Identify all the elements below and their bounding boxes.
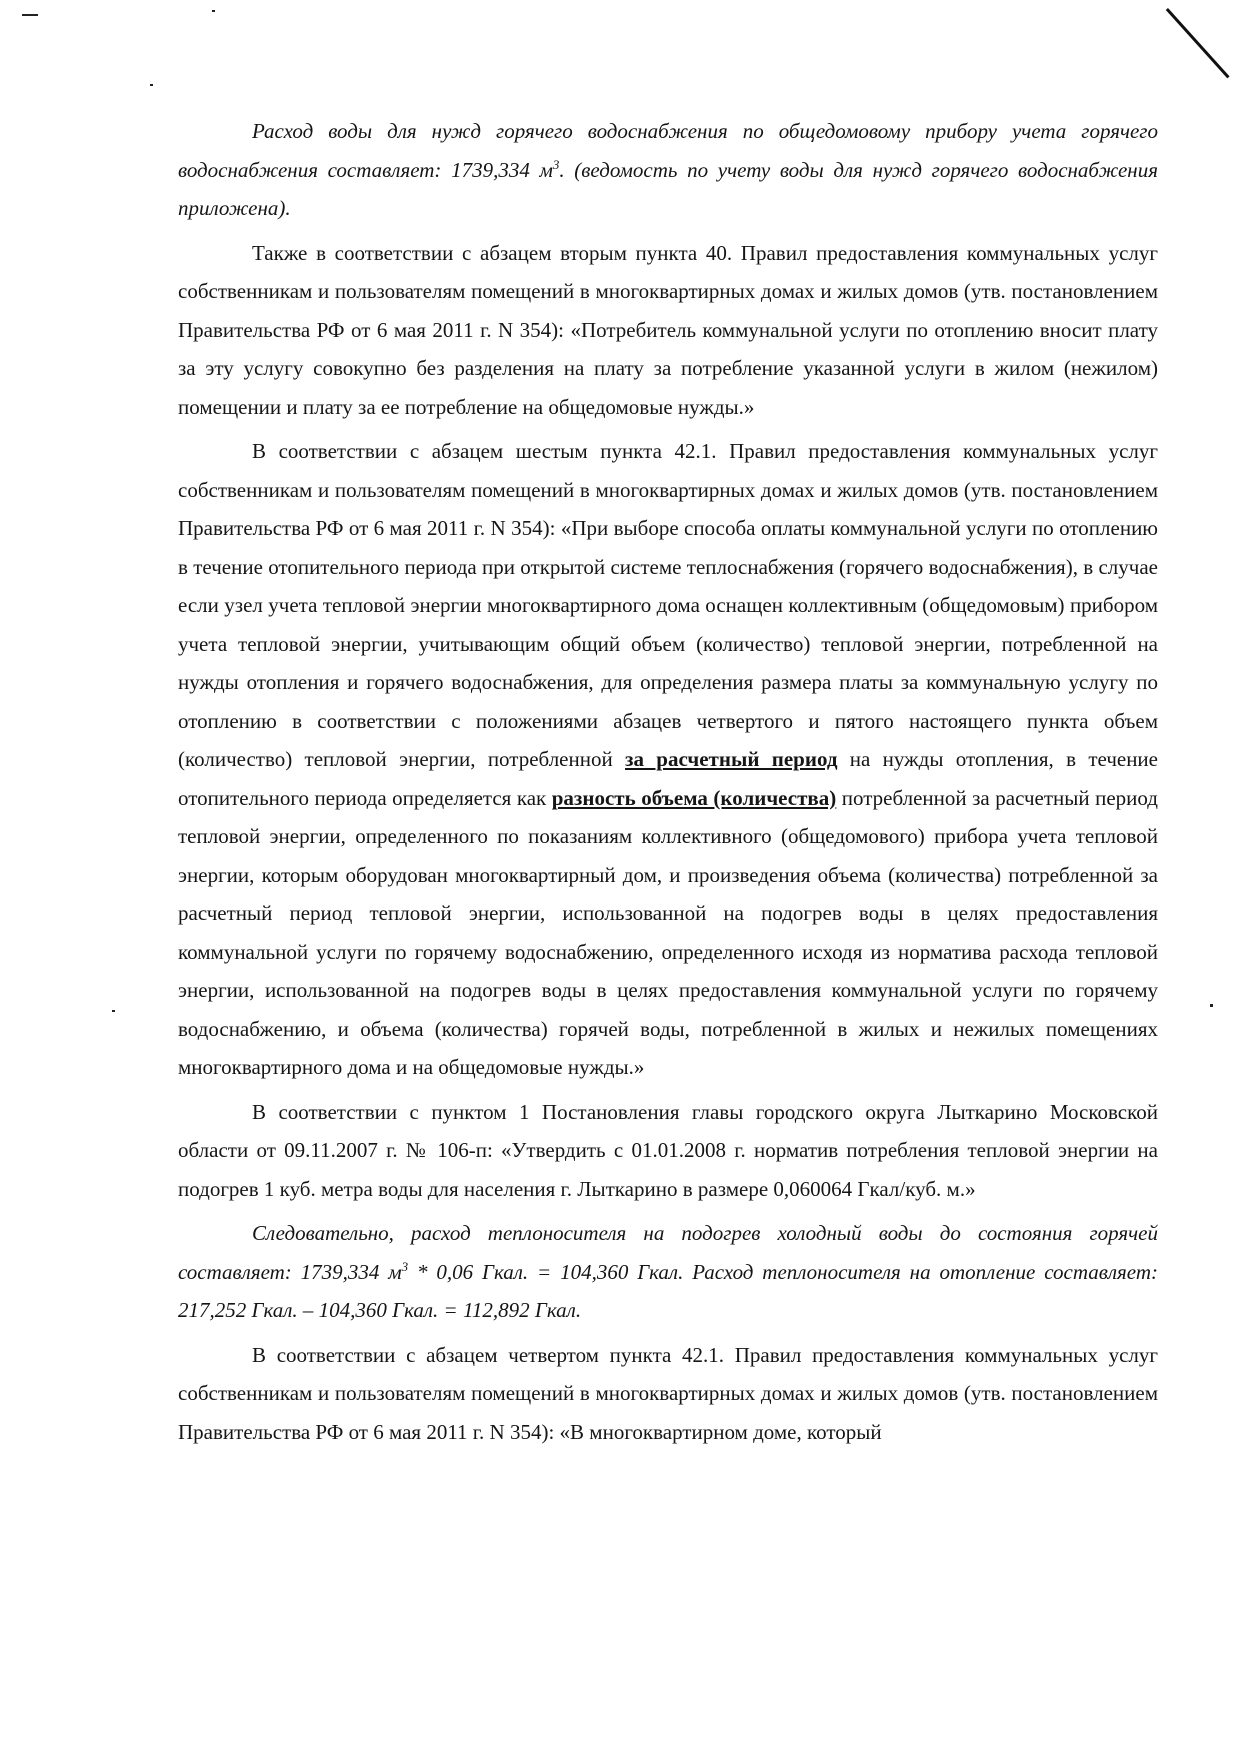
paragraph-calculation bbox=[178, 1214, 1158, 1330]
paragraph-hot-water-consumption bbox=[178, 112, 1158, 228]
paragraph-text: на нужды отопления, в течение отопительного периода определяется как bbox=[178, 747, 1158, 810]
paragraph-text: В соответствии с абзацем четвертом пункта 42.1. Правил предоставления коммунальных услуг собственникам и пользователям помещений в многоквартирных домах и жилых домов (утв. постановлением Правительства РФ от 6 мая 2011 г. N 354): «В многоквартирном доме, который bbox=[178, 1342, 1158, 1444]
scan-speck bbox=[1210, 1004, 1213, 1007]
unit-superscript: 3 bbox=[552, 156, 560, 172]
scan-speck bbox=[212, 10, 215, 12]
paragraph-rule-42-1-sixth bbox=[178, 432, 1158, 1087]
paragraph-text: Следовательно, расход теплоносителя на подогрев холодный воды до состояния горячей составляет: 1739,334 м bbox=[178, 1221, 1158, 1284]
paragraph-text: Также в соответствии с абзацем вторым пункта 40. Правил предоставления коммунальных услуг собственникам и пользователям помещений в многоквартирных домах и жилых домов (утв. постановлением Правительства РФ от 6 мая 2011 г. N 354): «Потребитель коммунальной услуги по отоплению вносит плату за эту услугу совокупно без разделения на плату за потребление указанной услуги в жилом (нежилом) помещении и плату за ее потребление на общедомовые нужды.» bbox=[178, 240, 1158, 419]
paragraph-text-tail: * 0,06 Гкал. = 104,360 Гкал. Расход теплоносителя на отопление составляет: 217,252 Гкал. – 104,360 Гкал. = 112,892 Гкал. bbox=[178, 1259, 1159, 1322]
scan-corner-mark bbox=[1166, 8, 1230, 78]
paragraph-text: В соответствии с абзацем шестым пункта 42.1. Правил предоставления коммунальных услуг собственникам и пользователям помещений в многоквартирных домах и жилых домов (утв. постановлением Правительства РФ от 6 мая 2011 г. N 354): «При выборе способа оплаты коммунальной услуги по отоплению в течение отопительного периода при открытой системе теплоснабжения (горячего водоснабжения), в случае если узел учета тепловой энергии многоквартирного дома оснащен коллективным (общедомовым) прибором учета тепловой энергии, учитывающим общий объем (количество) тепловой энергии, потребленной на нужды отопления и горячего водоснабжения, для определения размера платы за коммунальную услугу по отоплению в соответствии с положениями абзацев четвертого и пятого настоящего пункта объем (количество) тепловой энергии, потребленной bbox=[178, 439, 1158, 771]
emphasis-volume-difference: разность объема (количества) bbox=[551, 785, 837, 810]
scan-speck bbox=[112, 1010, 115, 1012]
paragraph-text: потребленной за расчетный период тепловой энергии, определенного по показаниям коллективного (общедомового) прибора учета тепловой энергии, которым оборудован многоквартирный дом, и произведения объема (количества) потребленной за расчетный период тепловой энергии, использованной на подогрев воды в целях предоставления коммунальной услуги по горячему водоснабжению, определенного исходя из норматива расхода тепловой энергии, использованной на подогрев воды в целях предоставления коммунальной услуги по горячему водоснабжению, и объема (количества) горячей воды, потребленной в жилых и нежилых помещениях многоквартирного дома и на общедомовые нужды.» bbox=[178, 785, 1158, 1079]
paragraph-rule-42-1-fourth bbox=[178, 1336, 1158, 1452]
paragraph-lytkarino-resolution bbox=[178, 1093, 1158, 1209]
paragraph-text: Расход воды для нужд горячего водоснабжения по общедомовому прибору учета горячего водоснабжения составляет: 1739,334 м bbox=[178, 119, 1158, 182]
scan-speck bbox=[22, 14, 38, 16]
document-body bbox=[178, 112, 1158, 1457]
paragraph-text: В соответствии с пунктом 1 Постановления главы городского округа Лыткарино Московской области от 09.11.2007 г. № 106-п: «Утвердить с 01.01.2008 г. норматив потребления тепловой энергии на подогрев 1 куб. метра воды для населения г. Лыткарино в размере 0,060064 Гкал/куб. м.» bbox=[178, 1099, 1158, 1201]
paragraph-rule-40 bbox=[178, 234, 1158, 427]
emphasis-billing-period: за расчетный период bbox=[625, 747, 838, 771]
paragraph-text-tail: . (ведомость по учету воды для нужд горячего водоснабжения приложена). bbox=[178, 157, 1158, 220]
unit-superscript: 3 bbox=[401, 1258, 409, 1274]
scan-speck bbox=[150, 84, 153, 86]
